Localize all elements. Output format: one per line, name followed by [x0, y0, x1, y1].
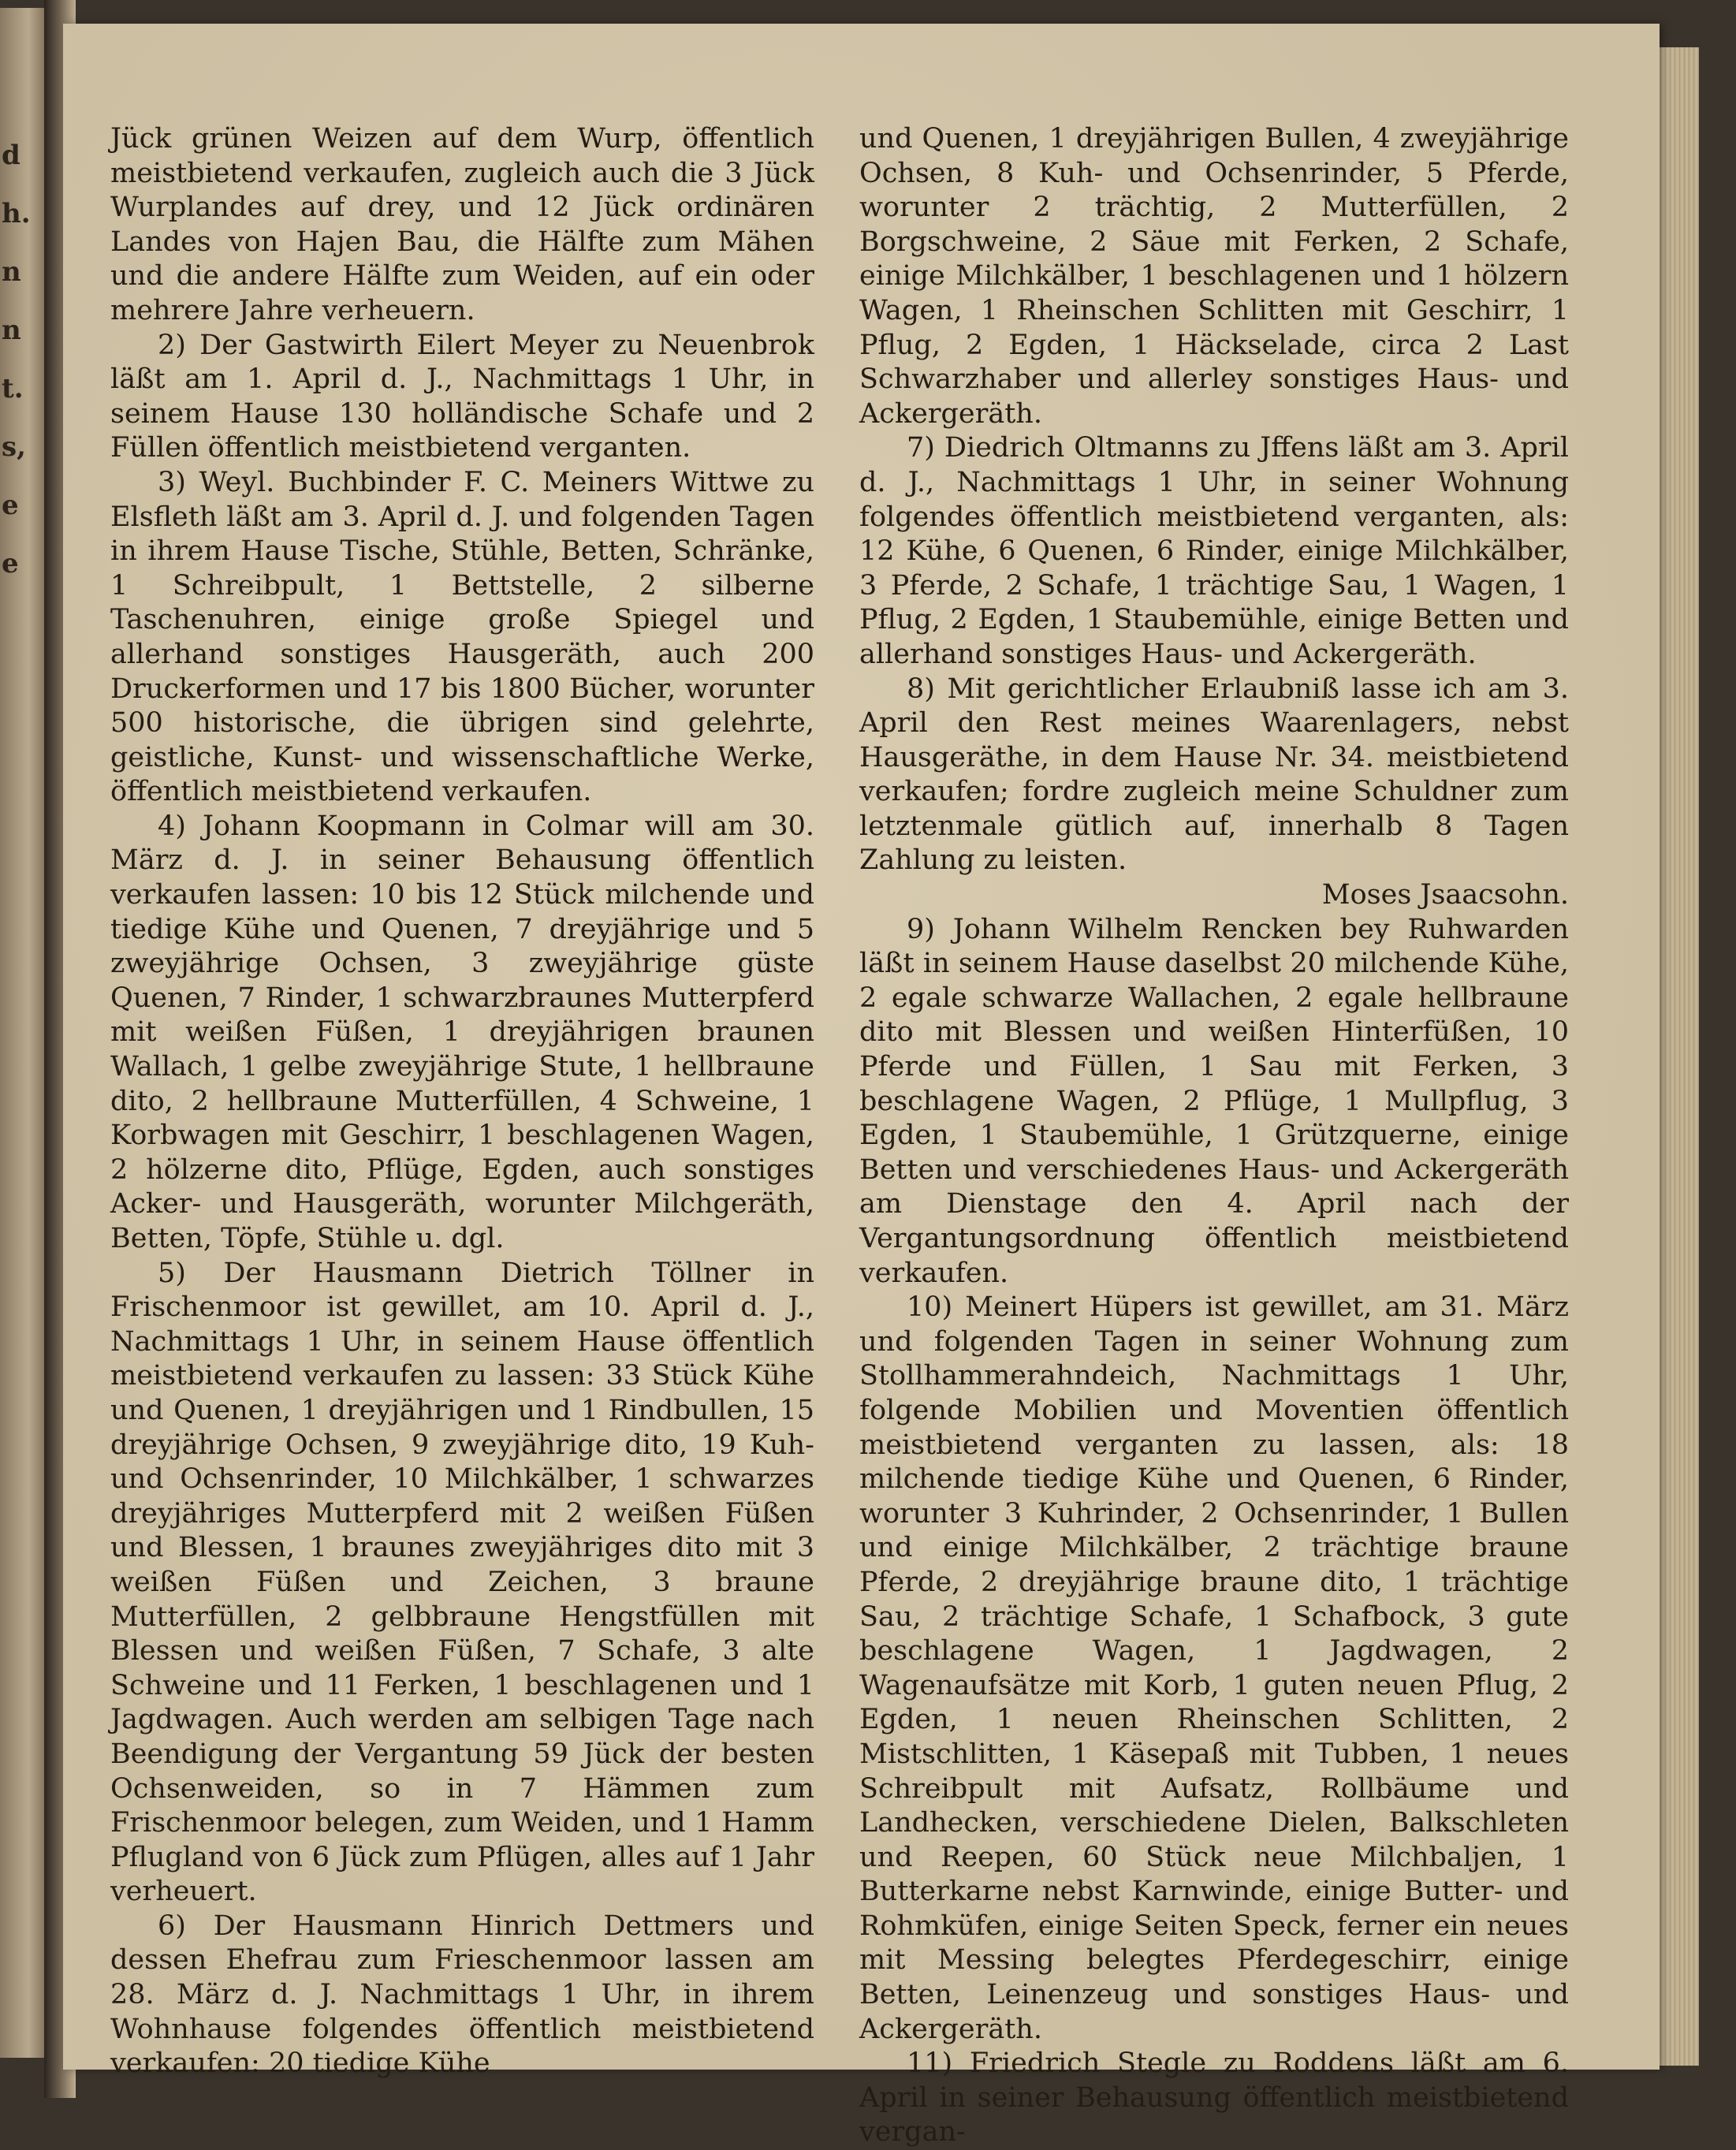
- notice-6: 6) Der Hausmann Hinrich Dettmers und dessen Ehefrau zum Frieschenmoor lassen am 28. März d. J. Nachmittags 1 Uhr, in ihrem Wohnhause folgendes öffentlich meistbietend verkaufen: 20 tiedige Kühe: [110, 1910, 814, 2080]
- edge-fragment: e: [2, 490, 19, 521]
- edge-fragment: n: [2, 315, 21, 346]
- notice-11: 11) Friedrich Stegle zu Roddens läßt am 6. April in seiner Behausung öffentlich meistbietend vergan-: [859, 2048, 1569, 2148]
- notice-7: 7) Diedrich Oltmanns zu Jffens läßt am 3. April d. J., Nachmittags 1 Uhr, in seiner Wohnung folgendes öffentlich meistbietend verganten, als: 12 Kühe, 6 Quenen, 6 Rinder, einige Milchkälber, 3 Pferde, 2 Schafe, 1 trächtige Sau, 1 Wagen, 1 Pflug, 2 Egden, 1 Staubemühle, einige Betten und allerhand sonstiges Haus- und Ackergeräth.: [859, 432, 1569, 670]
- notice-5: 5) Der Hausmann Dietrich Töllner in Frischenmoor ist gewillet, am 10. April d. J., Nachmittags 1 Uhr, in seinem Hause öffentlich meistbietend verkaufen zu lassen: 33 Stück Kühe und Quenen, 1 dreyjährigen und 1 Rindbullen, 15 dreyjährige Ochsen, 9 zweyjährige dito, 19 Kuh- und Ochsenrinder, 10 Milchkälber, 1 schwarzes dreyjähriges Mutterpferd mit 2 weißen Füßen und Blessen, 1 braunes zweyjähriges dito mit 3 weißen Füßen und Zeichen, 3 braune Mutterfüllen, 2 gelbbraune Hengstfüllen mit Blessen und weißen Füßen, 7 Schafe, 3 alte Schweine und 11 Ferken, 1 beschlagenen und 1 Jagdwagen. Auch werden am selbigen Tage nach Beendigung der Vergantung 59 Jück der besten Ochsenweiden, so in 7 Hämmen zum Frischenmoor belegen, zum Weiden, und 1 Hamm Pflugland von 6 Jück zum Pflügen, alles auf 1 Jahr verheuert.: [110, 1257, 814, 1908]
- edge-fragment: e: [2, 548, 19, 579]
- notice-2: 2) Der Gastwirth Eilert Meyer zu Neuenbrok läßt am 1. April d. J., Nachmittags 1 Uhr, in seinem Hause 130 holländische Schafe und 2 Füllen öffentlich meistbietend verganten.: [110, 329, 814, 464]
- notice-3: 3) Weyl. Buchbinder F. C. Meiners Wittwe zu Elsfleth läßt am 3. April d. J. und folgenden Tagen in ihrem Hause Tische, Stühle, Betten, Schränke, 1 Schreibpult, 1 Bettstelle, 2 silberne Taschenuhren, einige große Spiegel und allerhand sonstiges Hausgeräth, auch 200 Druckerformen und 17 bis 1800 Bücher, worunter 500 historische, die übrigen sind gelehrte, geistliche, Kunst- und wissenschaftliche Werke, öffentlich meistbietend verkaufen.: [110, 466, 814, 808]
- notice-8-signature: Moses Jsaacsohn.: [1321, 879, 1569, 911]
- notice-8: 8) Mit gerichtlicher Erlaubniß lasse ich am 3. April den Rest meines Waarenlagers, nebst Hausgeräthe, in dem Hause Nr. 34. meistbietend verkaufen; fordre zugleich meine Schuldner zum letztenmale gütlich auf, innerhalb 8 Tagen Zahlung zu leisten.: [859, 673, 1569, 877]
- edge-fragment: t.: [2, 373, 24, 404]
- edge-fragment: n: [2, 256, 21, 288]
- facing-page-text-fragments: [2, 126, 39, 593]
- right-column: [859, 122, 1569, 2150]
- edge-fragment: s,: [2, 431, 26, 463]
- notice-10: 10) Meinert Hüpers ist gewillet, am 31. März und folgenden Tagen in seiner Wohnung zum Stollhammerahndeich, Nachmittags 1 Uhr, folgende Mobilien und Moventien öffentlich meistbietend verganten zu lassen, als: 18 milchende tiedige Kühe und Quenen, 6 Rinder, worunter 3 Kuhrinder, 2 Ochsenrinder, 1 Bullen und einige Milchkälber, 2 trächtige braune Pferde, 2 dreyjährige braune dito, 1 trächtige Sau, 2 trächtige Schafe, 1 Schafbock, 3 gute beschlagene Wagen, 1 Jagdwagen, 2 Wagenaufsätze mit Korb, 1 guten neuen Pflug, 2 Egden, 1 neuen Rheinschen Schlitten, 2 Mistschlitten, 1 Käsepaß mit Tubben, 1 neues Schreibpult mit Aufsatz, Rollbäume und Landhecken, verschiedene Dielen, Balkschleten und Reepen, 60 Stück neue Milchbaljen, 1 Butterkarne nebst Karnwinde, einige Butter- und Rohmküfen, einige Seiten Speck, ferner ein neues mit Messing belegtes Pferdegeschirr, einige Betten, Leinenzeug und sonstiges Haus- und Ackergeräth.: [859, 1291, 1569, 2045]
- edge-fragment: d: [2, 140, 20, 171]
- notice-continuation: Jück grünen Weizen auf dem Wurp, öffentlich meistbietend verkaufen, zugleich auch die 3 Jück Wurplandes auf drey, und 12 Jück ordinären Landes von Hajen Bau, die Hälfte zum Mähen und die andere Hälfte zum Weiden, auf ein oder mehrere Jahre verheuern.: [110, 123, 814, 326]
- facing-page-edge: [0, 8, 47, 2058]
- left-column: [110, 122, 814, 2081]
- notice-4: 4) Johann Koopmann in Colmar will am 30. März d. J. in seiner Behausung öffentlich verkaufen lassen: 10 bis 12 Stück milchende und tiedige Kühe und Quenen, 7 dreyjährige und 5 zweyjährige Ochsen, 3 zweyjährige güste Quenen, 7 Rinder, 1 schwarzbraunes Mutterpferd mit weißen Füßen, 1 dreyjährigen braunen Wallach, 1 gelbe zweyjährige Stute, 1 hellbraune dito, 2 hellbraune Mutterfüllen, 4 Schweine, 1 Korbwagen mit Geschirr, 1 beschlagenen Wagen, 2 hölzerne dito, Pflüge, Egden, auch sonstiges Acker- und Hausgeräth, worunter Milchgeräth, Betten, Töpfe, Stühle u. dgl.: [110, 810, 814, 1254]
- book-page: [63, 24, 1660, 2148]
- notice-9: 9) Johann Wilhelm Rencken bey Ruhwarden läßt in seinem Hause daselbst 20 milchende Kühe, 2 egale schwarze Wallachen, 2 egale hellbraune dito mit Blessen und weißen Hinterfüßen, 10 Pferde und Füllen, 1 Sau mit Ferken, 3 beschlagene Wagen, 2 Pflüge, 1 Mullpflug, 3 Egden, 1 Staubemühle, 1 Grützquerne, einige Betten und verschiedenes Haus- und Ackergeräth am Dienstage den 4. April nach der Vergantungsordnung öffentlich meistbietend verkaufen.: [859, 913, 1569, 1289]
- edge-fragment: h.: [2, 198, 31, 229]
- notice-6-continuation: und Quenen, 1 dreyjährigen Bullen, 4 zweyjährige Ochsen, 8 Kuh- und Ochsenrinder, 5 Pferde, worunter 2 trächtig, 2 Mutterfüllen, 2 Borgschweine, 2 Säue mit Ferken, 2 Schafe, einige Milchkälber, 1 beschlagenen und 1 hölzern Wagen, 1 Rheinschen Schlitten mit Geschirr, 1 Pflug, 2 Egden, 1 Häckselade, circa 2 Last Schwarzhaber und allerley sonstiges Haus- und Ackergeräth.: [859, 123, 1569, 430]
